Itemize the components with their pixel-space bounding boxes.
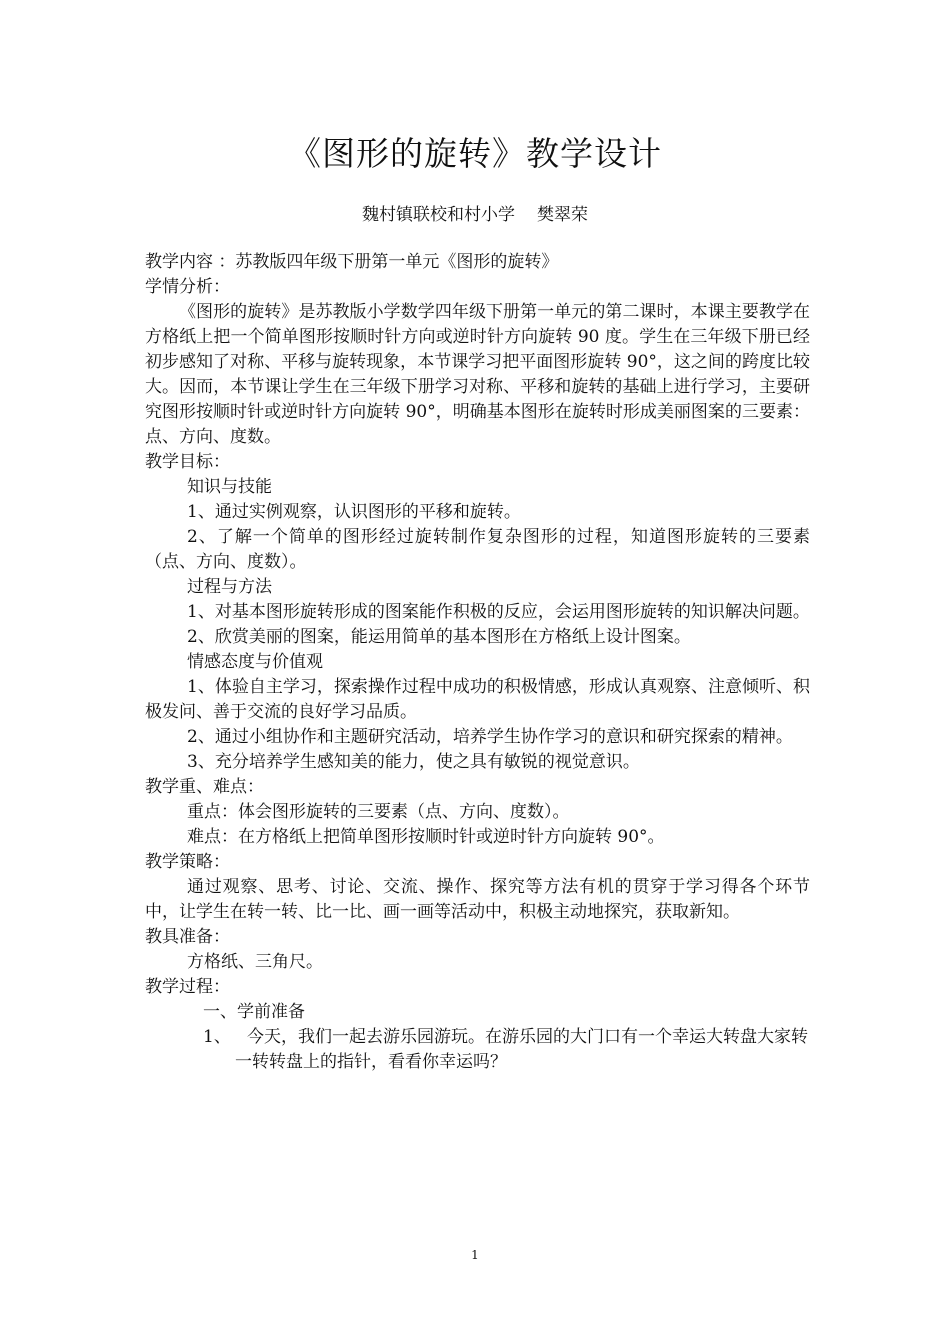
list-item-text: 今天，我们一起去游乐园游玩。在游乐园的大门口有一个幸运大转盘大家转一转转盘上的指针，看看你幸运吗？ — [235, 1027, 808, 1072]
page-number: 1 — [471, 1248, 479, 1262]
goal-knowledge-item: 1、通过实例观察，认识图形的平移和旋转。 — [187, 502, 521, 522]
goal-emotion-heading: 情感态度与价值观 — [187, 652, 323, 672]
goal-emotion-item: 2、通过小组协作和主题研究活动，培养学生协作学习的意识和研究探索的精神。 — [187, 727, 793, 747]
process-list-item — [145, 1025, 810, 1075]
author-name: 樊翠荣 — [537, 205, 588, 225]
analysis-heading: 学情分析： — [145, 277, 230, 297]
process-step-heading: 一、学前准备 — [203, 1002, 305, 1022]
school-name: 魏村镇联校和村小学 — [362, 205, 515, 225]
analysis-paragraph: 《图形的旋转》是苏教版小学数学四年级下册第一单元的第二课时，本课主要教学在方格纸上把一个简单图形按顺时针方向或逆时针方向旋转 90 度。学生在三年级下册已经初步感知了对称、平移与旋转现象，本节课学习把平面图形旋转 90°，这之间的跨度比较大。因而，本节课让学生在三年级下册学习对称、平移和旋转的基础上进行学习，主要研究图形按顺时针或逆时针方向旋转 90°，明确基本图形在旋转时形成美丽图案的三要素：点、方向、度数。 — [145, 302, 810, 447]
keypoint-line: 重点：体会图形旋转的三要素（点、方向、度数）。 — [187, 802, 570, 822]
tools-heading: 教具准备： — [145, 927, 230, 947]
page-title: 《图形的旋转》教学设计 — [288, 134, 662, 173]
difficulty-line: 难点：在方格纸上把简单图形按顺时针或逆时针方向旋转 90°。 — [187, 827, 665, 847]
keypoints-heading: 教学重、难点： — [145, 777, 264, 797]
document-body — [145, 250, 810, 1075]
goals-heading: 教学目标： — [145, 452, 230, 472]
author-line — [0, 200, 950, 225]
process-heading: 教学过程： — [145, 977, 230, 997]
content-line: 教学内容 ：苏教版四年级下册第一单元《图形的旋转》 — [145, 252, 559, 272]
goal-knowledge-item: 2、了解一个简单的图形经过旋转制作复杂图形的过程，知道图形旋转的三要素（点、方向、度数）。 — [145, 527, 810, 572]
strategy-paragraph: 通过观察、思考、讨论、交流、操作、探究等方法有机的贯穿于学习得各个环节中，让学生在转一转、比一比、画一画等活动中，积极主动地探究，获取新知。 — [145, 877, 810, 922]
tools-line: 方格纸、三角尺。 — [187, 952, 323, 972]
strategy-heading: 教学策略： — [145, 852, 230, 872]
goal-process-item: 1、对基本图形旋转形成的图案能作积极的反应，会运用图形旋转的知识解决问题。 — [187, 602, 810, 622]
goal-emotion-item: 1、体验自主学习，探索操作过程中成功的积极情感，形成认真观察、注意倾听、积极发问、善于交流的良好学习品质。 — [145, 677, 810, 722]
goal-emotion-item: 3、充分培养学生感知美的能力，使之具有敏锐的视觉意识。 — [187, 752, 640, 772]
goal-knowledge-heading: 知识与技能 — [187, 477, 272, 497]
goal-process-item: 2、欣赏美丽的图案，能运用简单的基本图形在方格纸上设计图案。 — [187, 627, 691, 647]
goal-process-heading: 过程与方法 — [187, 577, 272, 597]
list-item-number: 1、 — [203, 1027, 231, 1047]
